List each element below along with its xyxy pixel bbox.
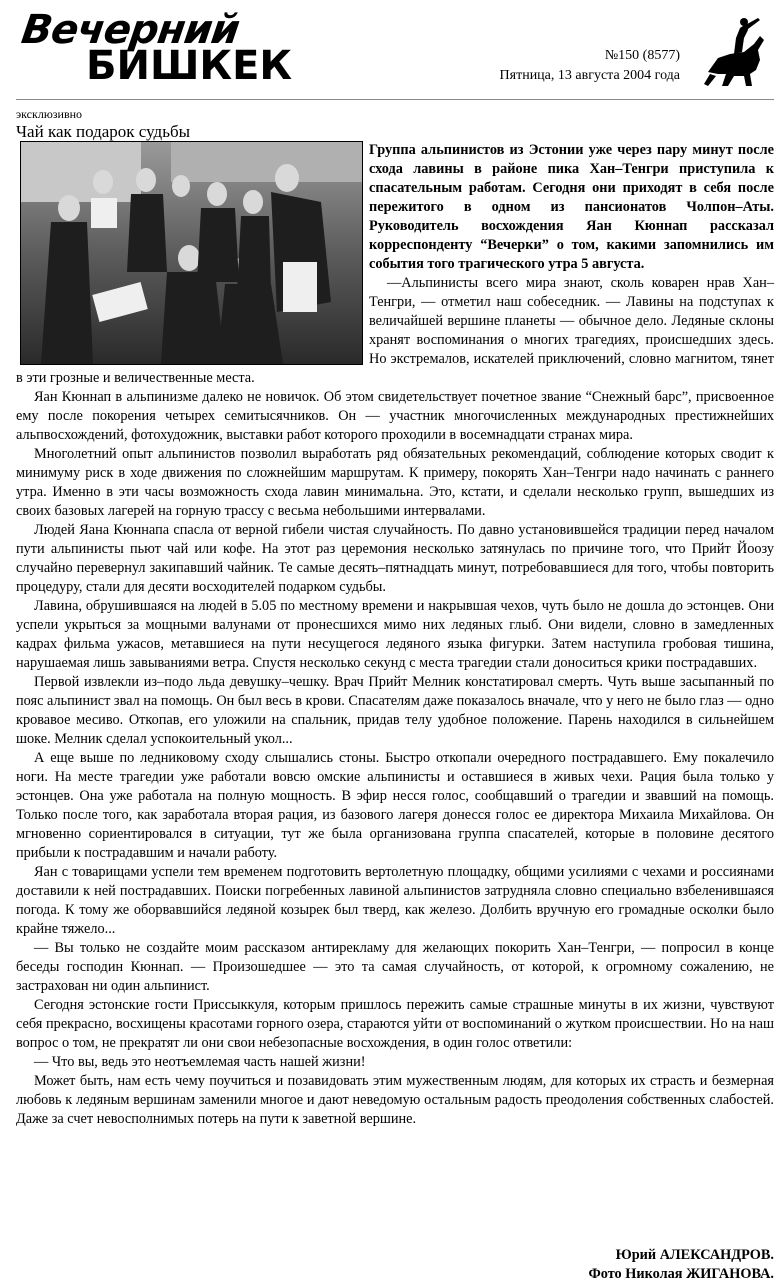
- article-paragraph: Людей Яана Кюннапа спасла от верной гибели чистая случайность. По давно установившейся традиции перед началом пути альпинисты пьют чай или кофе. На этот раз церемония несколько затянулась по причине того, что Прийт Йоозу случайно перевернул закипавший чайник. Те самые десять–пятнадцать минут, потребовавшиеся для того, чтобы повторить процедуру, стали для десяти восходителей подарком судьбы.: [16, 522, 774, 595]
- article-credits: [588, 1246, 774, 1284]
- article-paragraph: А еще выше по ледниковому сходу слышались стоны. Быстро откопали очередного пострадавшего. Ему покалечило ноги. На месте трагедии уже работали вовсю омские альпинисты и оставшиеся в живых чехи. Рация была только у эстонцев. Она уже работала на полную мощность. В эфир несся голос, сообщавший о трагедии и звавший на помощь. Только после того, как заработала вторая рация, из базового лагеря донесся голос ее директора Михаила Михайлова. Он мгновенно сориентировался в ситуации, тут же была организована группа спасателей, которые в половине десятого прибыли к пострадавшим и начали работу.: [16, 750, 774, 861]
- masthead: [0, 0, 783, 96]
- article-paragraph: Яан Кюннап в альпинизме далеко не новичок. Об этом свидетельствует почетное звание “Снежный барс”, присвоенное ему после покорения четырех семитысячников. Он — участник многочисленных международных престижнейших альпвосхождений, фотохудожник, выставки работ которого проходили в восемнадцати странах мира.: [16, 389, 774, 443]
- group-of-climbers-photo: [20, 141, 363, 365]
- article-paragraph: —Альпинисты всего мира знают, сколь коварен нрав Хан–Тенгри, — отметил наш собеседник. — Лавины на подступах к величайшей вершине планеты — обычное дело. Ледяные склоны хранят воспоминания о многих трагедиях, происшедших здесь. Но экстремалов, искателей приключений, словно магнитом, тянет в эти грозные и величественные места.: [16, 275, 774, 386]
- author-byline: Юрий АЛЕКСАНДРОВ.: [615, 1247, 774, 1263]
- article-paragraph: — Вы только не создайте моим рассказом антирекламу для желающих покорить Хан–Тенгри, — попросил в конце беседы господин Кюннап. — Произошедшее — это та самая случайность, от которой, к огромному сожалению, не застрахован ни один альпинист.: [16, 940, 774, 994]
- article-paragraph: Яан с товарищами успели тем временем подготовить вертолетную площадку, общими усилиями с чехами и россиянами доставили к ней пострадавших. Поиски погребенных лавиной альпинистов затрудняла словно специально взбеленившаяся погода. К тому же оборвавшийся ледяной козырек был тверд, как железо. Долбить вручную его громадные осколки было крайне тяжело...: [16, 864, 774, 937]
- article-lead: Группа альпинистов из Эстонии уже через пару минут после схода лавины в районе пика Хан–Тенгри приступила к спасательным работам. Сегодня они приходят в себя после пережитого в одном из пансионатов Чолпон–Аты. Руководитель восхождения Яан Кюннап рассказал корреспонденту “Вечерки” о том, какими запомнились им события того трагического утра 5 августа.: [369, 142, 774, 272]
- article-paragraph: Первой извлекли из–подо льда девушку–чешку. Врач Прийт Мелник констатировал смерть. Чуть выше засыпанный по пояс альпинист звал на помощь. Он был весь в крови. Спасателям даже показалось вначале, что у него не было глаз — одно кровавое месиво. Откопав, его уложили на спальник, придав телу удобное положение. Парень находился в сильнейшем шоке. Мелник сделал успокоительный укол...: [16, 674, 774, 747]
- article-body: [16, 141, 774, 1129]
- header-divider: [16, 99, 774, 100]
- article-headline: Чай как подарок судьбы: [16, 122, 191, 141]
- article-paragraph: Многолетний опыт альпинистов позволил выработать ряд обязательных рекомендаций, соблюдение которых сводит к минимуму риск в ходе движения по сложнейшим маршрутам. К примеру, покорять Хан–Тенгри надо начинать с раннего утра. Именно в эти часы возможность схода лавин минимальна. Это, кстати, и сделали несколько групп, вышедших из своих базовых лагерей на горную трассу с весьма небольшими интервалами.: [16, 446, 774, 519]
- article-paragraph: Лавина, обрушившаяся на людей в 5.05 по местному времени и накрывшая чехов, чуть было не дошла до эстонцев. Они успели укрыться за мощными валунами от пронесшихся мимо них ледяных глыб. Они видели, словно в замедленных кадрах фильма ужасов, метавшиеся на пути несущегося ледяного языка фигурки. Затем наступила гробовая тишина, нарушаемая лишь завываниями ветра. Спустя несколько секунд с места трагедии стали доноситься крики пострадавших.: [16, 598, 774, 671]
- article-paragraph: Сегодня эстонские гости Приссыккуля, которым пришлось пережить самые страшные минуты в их жизни, чувствуют себя прекрасно, восхищены красотами горного озера, стараются уйти от воспоминаний о жутком происшествии. Но на наш вопрос о том, не прекратят ли они свои небезопасные восхождения, в один голос ответили:: [16, 997, 774, 1051]
- newspaper-logo-bottom: БИШКЕК: [86, 43, 293, 89]
- rubric-label: эксклюзивно: [16, 107, 83, 121]
- article-paragraph: — Что вы, ведь это неотъемлемая часть нашей жизни!: [34, 1054, 366, 1070]
- newspaper-logo-top: Вечерний: [18, 7, 242, 53]
- issue-date: Пятница, 13 августа 2004 года: [499, 68, 680, 83]
- article-paragraph: Может быть, нам есть чему поучиться и позавидовать этим мужественным людям, для которых их страсть и безмерная любовь к ледяным вершинам заменили многое и дают неведомую остальным радость преодоления собственных слабостей. Даже за счет невосполнимых потерь на пути к заветной вершине.: [16, 1073, 774, 1127]
- photo-credit: Фото Николая ЖИГАНОВА.: [588, 1266, 774, 1282]
- horseman-statue-icon: [700, 14, 770, 94]
- issue-number: №150 (8577): [604, 48, 680, 63]
